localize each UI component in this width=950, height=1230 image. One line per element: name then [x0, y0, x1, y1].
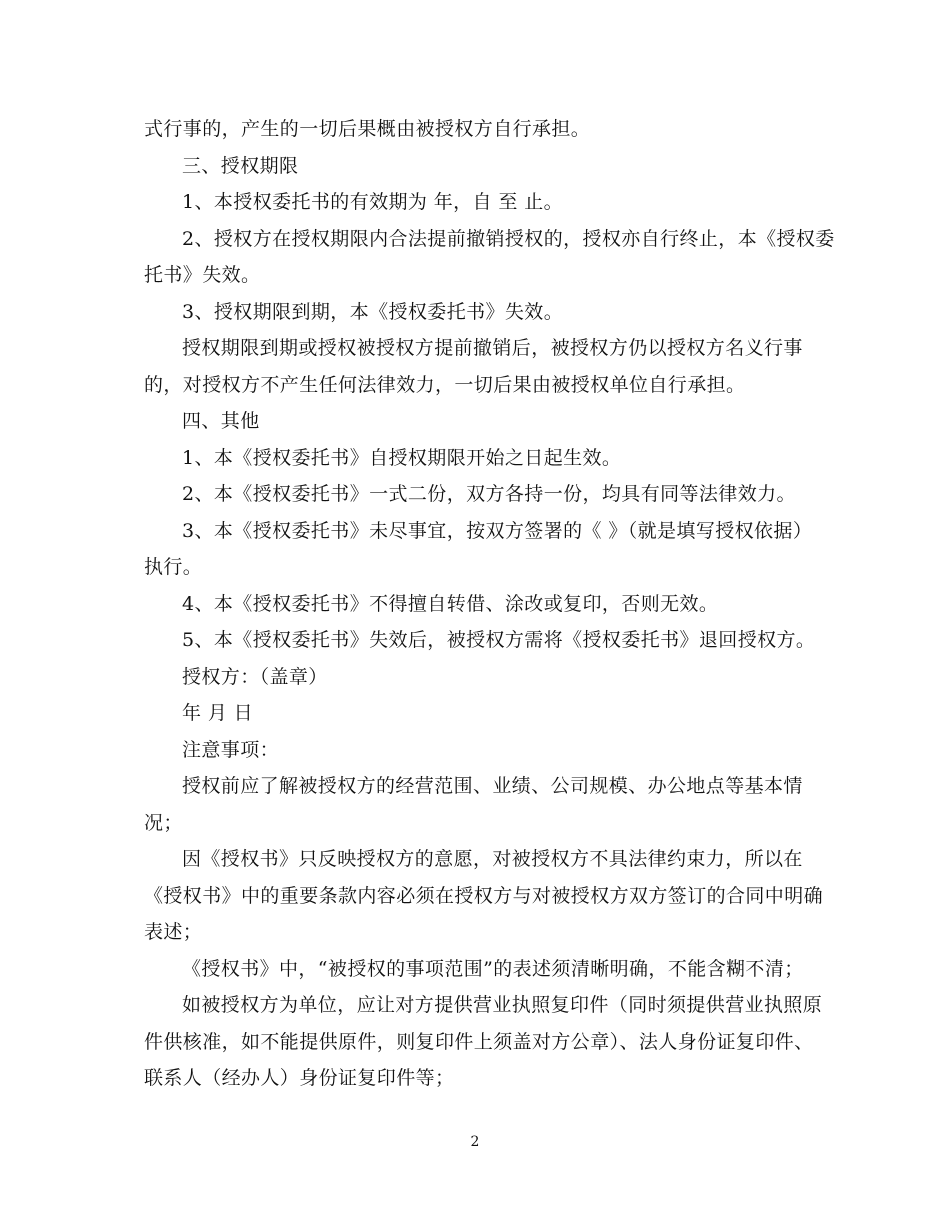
- clause-3-2-continued: 托书》失效。: [144, 264, 261, 286]
- clause-4-3: 3、本《授权委托书》未尽事宜，按双方签署的《 》（就是填写授权依据）: [182, 519, 813, 542]
- section-heading-other: 四、其他: [182, 410, 260, 432]
- page-number: 2: [470, 1134, 480, 1150]
- note-4-end: 联系人（经办人）身份证复印件等；: [144, 1067, 455, 1089]
- clause-3-2: 2、授权方在授权期限内合法提前撤销授权的，授权亦自行终止，本《授权委: [182, 227, 835, 250]
- notes-heading: 注意事项：: [182, 738, 280, 761]
- note-1: 授权前应了解被授权方的经营范围、业绩、公司规模、办公地点等基本情: [182, 775, 803, 797]
- clause-4-5: 5、本《授权委托书》失效后，被授权方需将《授权委托书》退回授权方。: [182, 629, 816, 651]
- note-4-continued: 件供核准，如不能提供原件，则复印件上须盖对方公章）、法人身份证复印件、: [144, 1030, 814, 1053]
- clause-4-1: 1、本《授权委托书》自授权期限开始之日起生效。: [182, 446, 622, 469]
- note-1-continued: 况；: [144, 811, 183, 834]
- note-2-continued: 《授权书》中的重要条款内容必须在授权方与对被授权方双方签订的合同中明确: [144, 884, 824, 907]
- note-2: 因《授权书》只反映授权方的意愿，对被授权方不具法律约束力，所以在: [182, 848, 803, 870]
- document-body: [144, 111, 835, 1097]
- clause-4-4: 4、本《授权委托书》不得擅自转借、涂改或复印，否则无效。: [182, 592, 719, 615]
- date-line: 年 月 日: [182, 702, 254, 724]
- body-line-continuation: 式行事的，产生的一切后果概由被授权方自行承担。: [144, 118, 591, 140]
- clause-3-3: 3、授权期限到期，本《授权委托书》失效。: [182, 300, 564, 323]
- note-3: 《授权书》中，“被授权的事项范围”的表述须清晰明确，不能含糊不清；: [182, 957, 804, 980]
- paragraph-expiry-effect: 授权期限到期或授权被授权方提前撤销后，被授权方仍以授权方名义行事: [182, 337, 803, 359]
- note-4: 如被授权方为单位，应让对方提供营业执照复印件（同时须提供营业执照原: [182, 994, 823, 1016]
- section-heading-authorization-period: 三、授权期限: [182, 154, 299, 177]
- clause-4-2: 2、本《授权委托书》一式二份，双方各持一份，均具有同等法律效力。: [182, 483, 796, 505]
- signature-line: 授权方：（盖章）: [182, 665, 328, 688]
- note-2-end: 表述；: [144, 921, 203, 943]
- clause-3-1: 1、本授权委托书的有效期为 年，自 至 止。: [182, 191, 564, 213]
- paragraph-expiry-effect-continued: 的，对授权方不产生任何法律效力，一切后果由被授权单位自行承担。: [144, 373, 746, 396]
- clause-4-3-continued: 执行。: [144, 556, 203, 578]
